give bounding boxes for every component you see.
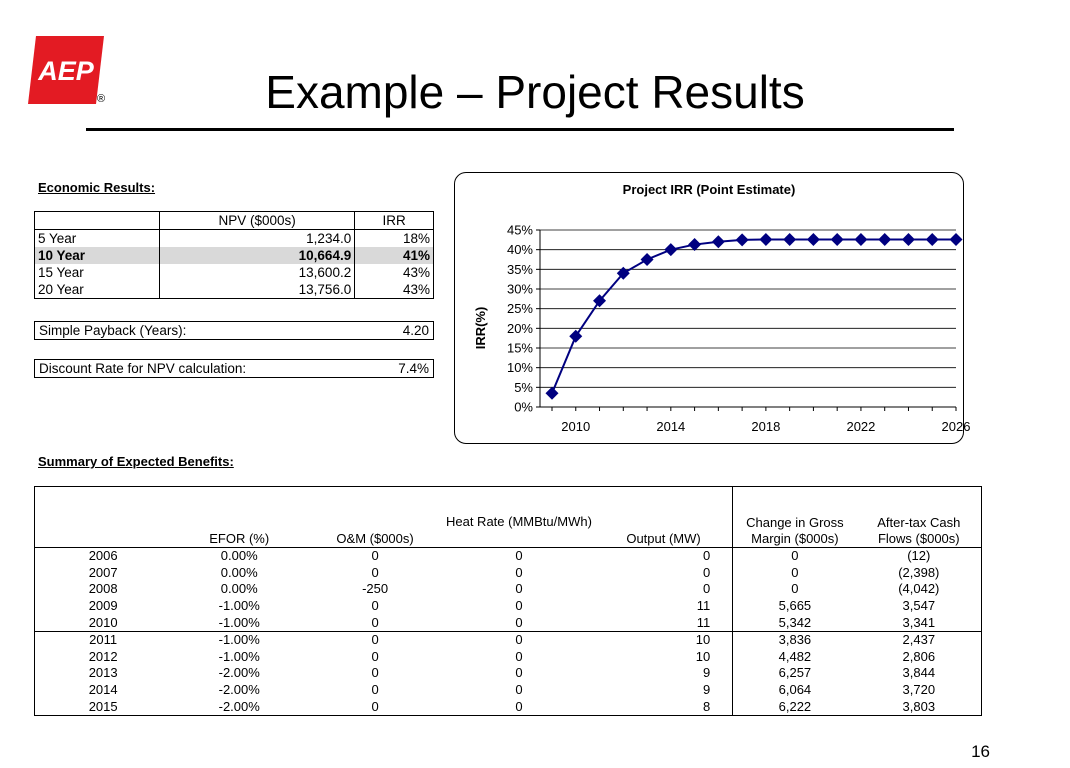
period-cell: 5 Year xyxy=(38,231,77,246)
data-point-marker xyxy=(807,233,820,246)
plot-area xyxy=(507,223,970,435)
data-point-marker xyxy=(712,235,725,248)
summary-cell: 0 xyxy=(515,564,523,580)
summary-cell: 4,482 xyxy=(733,649,857,666)
table-row xyxy=(35,581,982,598)
summary-cell: 9 xyxy=(702,665,711,681)
summary-cell: 0 xyxy=(515,581,523,597)
table-row xyxy=(35,698,982,715)
data-point-marker xyxy=(878,233,891,246)
summary-table xyxy=(34,486,982,716)
summary-cell: -2.00% xyxy=(218,665,260,681)
summary-cell: 0 xyxy=(371,698,379,714)
table-row xyxy=(35,682,982,699)
y-tick-label: 5% xyxy=(514,379,533,395)
summary-cell: 0 xyxy=(515,598,523,614)
x-tick-label: 2026 xyxy=(941,419,971,434)
y-tick-label: 0% xyxy=(514,399,533,415)
simple-payback-box xyxy=(34,321,434,340)
summary-cell: 0 xyxy=(515,698,523,714)
period-cell: 20 Year xyxy=(38,282,84,297)
irr-cell: 41% xyxy=(355,247,434,264)
summary-cell: 2,806 xyxy=(902,648,936,664)
period-cell: 10 Year xyxy=(35,247,160,264)
summary-label: Summary of Expected Benefits: xyxy=(38,454,234,469)
summary-cell: 0 xyxy=(702,581,711,597)
logo-text: AEP xyxy=(38,56,94,86)
summary-cell: -250 xyxy=(362,581,389,597)
table-row xyxy=(35,598,982,615)
x-tick-label: 2018 xyxy=(751,419,781,434)
data-point-marker xyxy=(783,233,796,246)
data-point-marker xyxy=(664,243,677,256)
summary-cell: 0 xyxy=(371,548,379,564)
summary-cell: 0 xyxy=(371,648,379,664)
data-point-marker xyxy=(926,233,939,246)
summary-cell: 3,844 xyxy=(902,665,936,681)
data-point-marker xyxy=(854,233,867,246)
summary-cell: 0 xyxy=(515,614,523,630)
slide-title: Example – Project Results xyxy=(265,66,805,118)
table-row xyxy=(35,665,982,682)
header-cell: Heat Rate (MMBtu/MWh) xyxy=(443,487,595,548)
summary-cell: 3,720 xyxy=(902,682,936,698)
summary-cell: 0 xyxy=(371,682,379,698)
registered-mark: ® xyxy=(97,93,106,105)
period-cell: 15 Year xyxy=(38,265,84,280)
summary-cell: 6,222 xyxy=(733,698,857,715)
table-row xyxy=(35,614,982,631)
summary-cell: 6,257 xyxy=(733,665,857,682)
data-point-marker xyxy=(759,233,772,246)
table-row-highlighted xyxy=(35,247,434,264)
summary-cell: -2.00% xyxy=(218,698,260,714)
y-tick-label: 30% xyxy=(506,281,533,297)
table-row xyxy=(35,281,434,299)
data-point-marker xyxy=(950,233,963,246)
data-point-marker xyxy=(546,387,559,400)
table-row xyxy=(35,565,982,582)
summary-cell: 2015 xyxy=(88,698,118,714)
summary-cell: 2011 xyxy=(35,631,172,648)
summary-cell: 0.00% xyxy=(220,548,258,564)
data-point-marker xyxy=(641,253,654,266)
irr-cell: 43% xyxy=(355,281,434,299)
summary-cell: 3,803 xyxy=(902,698,936,714)
summary-cell: 2009 xyxy=(88,598,118,614)
x-tick-label: 2010 xyxy=(561,419,591,434)
discount-value: 7.4% xyxy=(398,361,429,376)
header-cell: EFOR (%) xyxy=(171,487,307,548)
npv-cell: 10,664.9 xyxy=(160,247,355,264)
economic-results-label: Economic Results: xyxy=(38,180,156,195)
payback-label: Simple Payback (Years): xyxy=(39,323,187,338)
data-point-marker xyxy=(569,330,582,343)
data-point-marker xyxy=(902,233,915,246)
summary-cell: -1.00% xyxy=(171,631,307,648)
header-cell: After-tax Cash Flows ($000s) xyxy=(857,487,982,548)
summary-cell: 6,064 xyxy=(733,682,857,699)
y-tick-label: 15% xyxy=(506,340,533,356)
summary-cell: 0 xyxy=(733,565,857,582)
table-row xyxy=(35,631,982,648)
summary-cell: 0 xyxy=(515,648,523,664)
summary-body xyxy=(35,548,982,716)
summary-cell: (12) xyxy=(907,548,931,564)
summary-cell: 11 xyxy=(696,614,711,630)
summary-cell: -2.00% xyxy=(218,682,260,698)
discount-label: Discount Rate for NPV calculation: xyxy=(39,361,247,376)
header-cell: Change in Gross Margin ($000s) xyxy=(733,487,857,548)
header-cell: Output (MW) xyxy=(595,487,733,548)
summary-cell: 2008 xyxy=(88,581,118,597)
header-cell xyxy=(35,487,172,548)
summary-cell: 2014 xyxy=(88,682,118,698)
y-tick-label: 20% xyxy=(506,320,533,336)
table-header-row xyxy=(35,212,434,230)
summary-cell: 10 xyxy=(695,648,711,664)
summary-cell: 5,665 xyxy=(733,598,857,615)
x-tick-label: 2022 xyxy=(846,419,876,434)
summary-cell: 2013 xyxy=(88,665,118,681)
irr-series-line xyxy=(552,239,956,393)
summary-cell: 3,836 xyxy=(733,631,857,648)
irr-cell: 43% xyxy=(355,264,434,281)
irr-line-chart xyxy=(456,174,971,442)
table-row xyxy=(35,649,982,666)
summary-cell: 0 xyxy=(515,682,523,698)
title-underline xyxy=(86,128,954,131)
summary-cell: 0.00% xyxy=(220,564,258,580)
table-row xyxy=(35,264,434,281)
summary-cell: 0 xyxy=(371,665,379,681)
summary-cell: 2,437 xyxy=(857,631,982,648)
summary-cell: (4,042) xyxy=(898,581,940,597)
summary-header-row xyxy=(35,487,982,548)
data-point-marker xyxy=(736,233,749,246)
summary-cell: 11 xyxy=(696,598,711,614)
summary-cell: 0 xyxy=(733,581,857,598)
summary-cell: (2,398) xyxy=(898,564,940,580)
y-axis-label: IRR(%) xyxy=(473,306,488,350)
header-cell: IRR xyxy=(355,212,434,230)
summary-cell: 0 xyxy=(733,548,857,565)
summary-cell: 2010 xyxy=(88,614,118,630)
summary-cell: 0 xyxy=(515,665,523,681)
npv-cell: 1,234.0 xyxy=(160,230,355,248)
summary-cell: 0 xyxy=(371,564,379,580)
summary-cell: 0 xyxy=(702,548,711,564)
chart-title: Project IRR (Point Estimate) xyxy=(622,182,796,197)
summary-cell: 5,342 xyxy=(733,614,857,631)
table-row xyxy=(35,548,982,565)
summary-cell: 10 xyxy=(595,631,733,648)
economic-results-table xyxy=(34,211,434,299)
summary-cell: 0 xyxy=(443,631,595,648)
y-tick-label: 40% xyxy=(506,242,533,258)
summary-cell: 3,341 xyxy=(902,614,936,630)
header-cell: NPV ($000s) xyxy=(160,212,355,230)
y-tick-label: 35% xyxy=(506,261,533,277)
summary-cell: 3,547 xyxy=(902,598,936,614)
data-point-marker xyxy=(688,238,701,251)
page-number: 16 xyxy=(971,742,990,761)
irr-cell: 18% xyxy=(355,230,434,248)
data-point-marker xyxy=(831,233,844,246)
summary-cell: 8 xyxy=(702,698,711,714)
summary-cell: -1.00% xyxy=(218,614,260,630)
table-row xyxy=(35,230,434,248)
summary-cell: -1.00% xyxy=(218,598,260,614)
summary-cell: -1.00% xyxy=(218,648,260,664)
npv-cell: 13,600.2 xyxy=(160,264,355,281)
summary-cell: 2012 xyxy=(88,648,118,664)
summary-cell: 9 xyxy=(702,682,711,698)
summary-cell: 2007 xyxy=(88,564,118,580)
y-tick-label: 25% xyxy=(506,301,533,317)
header-cell: O&M ($000s) xyxy=(307,487,443,548)
summary-cell: 0 xyxy=(515,548,523,564)
summary-cell: 0 xyxy=(702,564,711,580)
discount-rate-box xyxy=(34,359,434,378)
summary-cell: 2006 xyxy=(88,548,118,564)
npv-cell: 13,756.0 xyxy=(160,281,355,299)
summary-cell: 0 xyxy=(371,598,379,614)
y-tick-label: 10% xyxy=(506,360,533,376)
y-tick-label: 45% xyxy=(506,222,533,238)
summary-cell: 0.00% xyxy=(220,581,258,597)
payback-value: 4.20 xyxy=(402,323,429,338)
summary-cell: 0 xyxy=(371,614,379,630)
header-cell xyxy=(35,212,160,230)
x-tick-label: 2014 xyxy=(656,419,686,434)
summary-cell: 0 xyxy=(307,631,443,648)
